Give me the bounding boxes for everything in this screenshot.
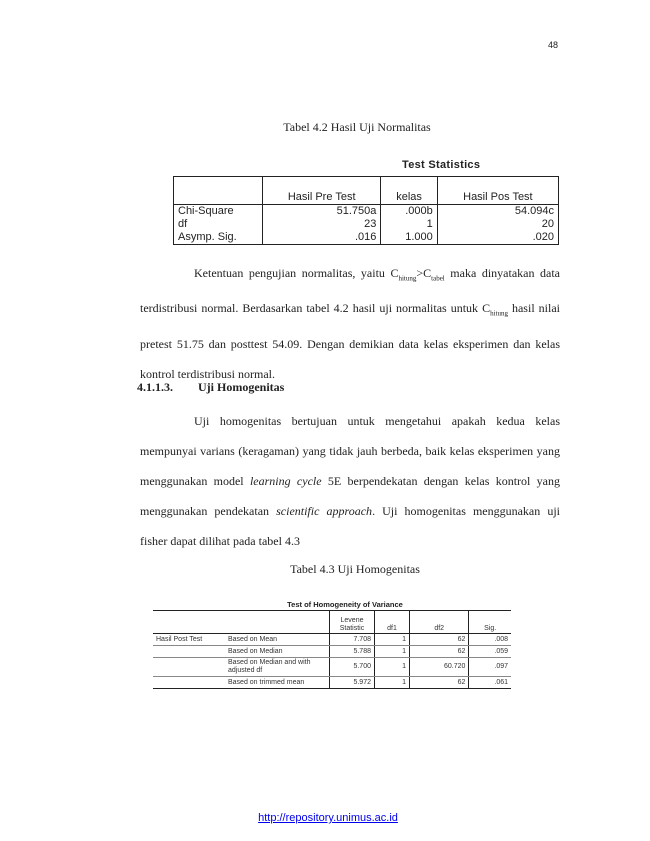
table-cell: 7.708	[330, 634, 375, 646]
table-header: Levene Statistic	[330, 611, 375, 634]
table-header: df1	[375, 611, 410, 634]
table-cell: 1	[375, 658, 410, 677]
section-heading	[137, 380, 284, 395]
table-cell: 54.094c	[437, 205, 558, 219]
table-cell: 1	[375, 634, 410, 646]
table-row	[174, 205, 559, 219]
table-header: Sig.	[469, 611, 511, 634]
row-label: Hasil Post Test	[153, 634, 225, 646]
table-cell: Based on Mean	[225, 634, 330, 646]
table-cell: 60.720	[409, 658, 468, 677]
row-label: Chi-Square	[174, 205, 263, 219]
table-cell: .000b	[381, 205, 437, 219]
table-caption: Tabel 4.3 Uji Homogenitas	[290, 562, 420, 576]
table-header: kelas	[381, 177, 437, 205]
table-row	[153, 646, 511, 658]
table-header: df2	[409, 611, 468, 634]
table-header	[225, 611, 330, 634]
table-title: Test Statistics	[402, 159, 481, 171]
table-cell: Based on Median and with adjusted df	[225, 658, 330, 677]
row-label: df	[174, 218, 263, 231]
table-cell: 62	[409, 646, 468, 658]
table-header: Hasil Pos Test	[437, 177, 558, 205]
repository-link[interactable]: http://repository.unimus.ac.id	[258, 812, 398, 824]
table-cell: 1	[375, 646, 410, 658]
table-cell: 5.700	[330, 658, 375, 677]
table-caption: Tabel 4.2 Hasil Uji Normalitas	[283, 120, 431, 134]
page-number: 48	[547, 40, 558, 50]
table-cell: 1.000	[381, 231, 437, 245]
table-cell: .097	[469, 658, 511, 677]
table-header: Hasil Pre Test	[263, 177, 381, 205]
section-number: 4.1.1.3.	[137, 380, 173, 394]
table-cell: 62	[409, 677, 468, 689]
table-cell: .061	[469, 677, 511, 689]
paragraph-normality: Ketentuan pengujian normalitas, yaitu $C_{hitung}>C_{tabel}$ maka dinyatakan data terdistribusi normal. Berdasarkan tabel 4.2 hasil uji normalitas untuk $C_{hitung}$ hasil nilai pretest 51.75 dan posttest 54.09. Dengan demikian data kelas eksperimen dan kelas kontrol terdistribusi normal.	[140, 266, 560, 381]
table-header	[153, 611, 225, 634]
table-row	[174, 231, 559, 245]
table-row	[153, 677, 511, 689]
normality-table	[173, 176, 559, 245]
table-cell: 20	[437, 218, 558, 231]
table-cell: 5.788	[330, 646, 375, 658]
table-cell: 5.972	[330, 677, 375, 689]
table-cell: .008	[469, 634, 511, 646]
table-cell: .016	[263, 231, 381, 245]
table-cell: 23	[263, 218, 381, 231]
table-cell: .020	[437, 231, 558, 245]
table-row	[153, 634, 511, 646]
table-row	[174, 218, 559, 231]
section-title: Uji Homogenitas	[198, 380, 285, 394]
table-cell: Based on Median	[225, 646, 330, 658]
table-cell: 51.750a	[263, 205, 381, 219]
table-cell: 1	[381, 218, 437, 231]
table-header	[174, 177, 263, 205]
table-row	[153, 658, 511, 677]
homogeneity-table	[153, 610, 511, 689]
table-cell: 62	[409, 634, 468, 646]
row-label: Asymp. Sig.	[174, 231, 263, 245]
table-title: Test of Homogeneity of Variance	[287, 600, 403, 609]
table-cell: .059	[469, 646, 511, 658]
paragraph-homogeneity: Uji homogenitas bertujuan untuk mengetahui apakah kedua kelas mempunyai varians (keragaman) yang tidak jauh berbeda, baik kelas eksperimen yang menggunakan model learning cycle 5E berpendekatan dengan kelas kontrol yang menggunakan pendekatan scientific approach. Uji homogenitas menggunakan uji fisher dapat dilihat pada tabel 4.3	[140, 414, 561, 548]
table-cell: Based on trimmed mean	[225, 677, 330, 689]
table-cell: 1	[375, 677, 410, 689]
